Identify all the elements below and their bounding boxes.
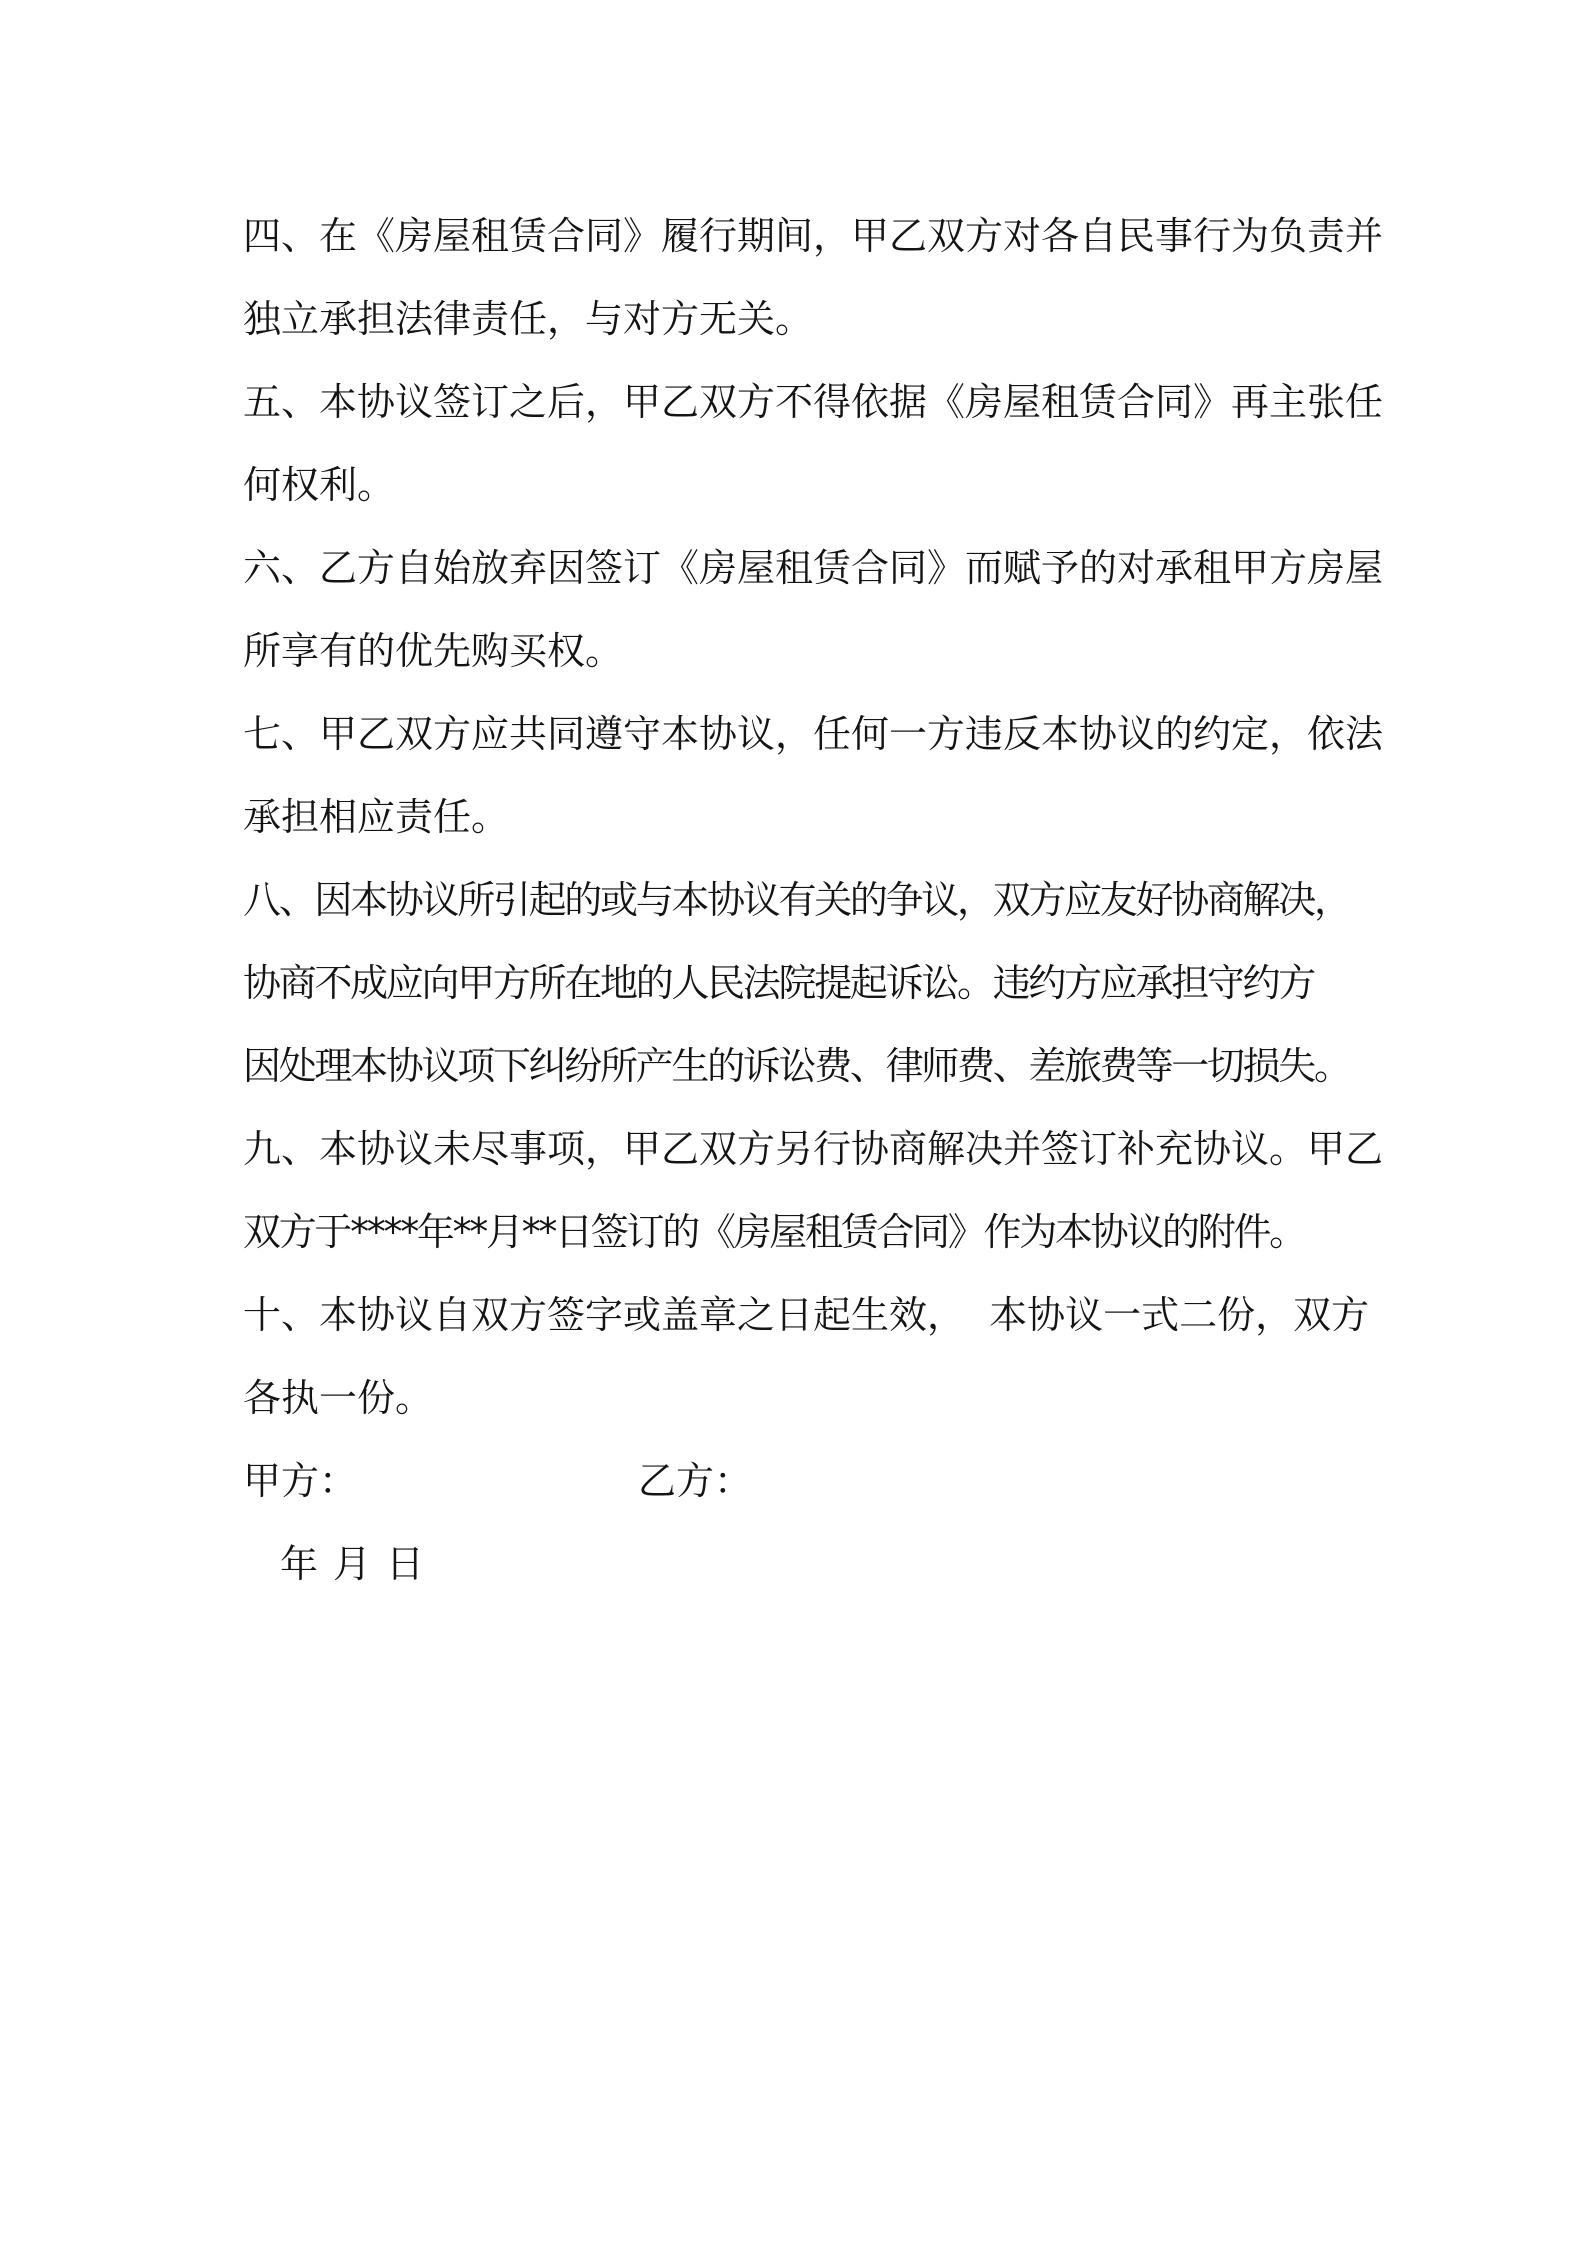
agreement-body <box>243 195 1384 1606</box>
clause-8-line-3: 因处理本协议项下纠纷所产生的诉讼费、律师费、差旅费等一切损失。 <box>243 1044 1350 1088</box>
clause-5-line-2: 何权利。 <box>243 463 396 507</box>
date-year-label: 年 <box>280 1542 319 1586</box>
clause-10-line-2: 各执一份。 <box>243 1376 434 1420</box>
signature-row <box>243 1440 1363 1523</box>
clause-4-line-2: 独立承担法律责任，与对方无关。 <box>243 297 814 341</box>
clause-8 <box>243 859 1363 1108</box>
clause-7-line-2: 承担相应责任。 <box>243 795 510 839</box>
clause-9-line-1: 九、本协议未尽事项，甲乙双方另行协商解决并签订补充协议。甲乙 <box>243 1127 1384 1171</box>
signing-date-row <box>243 1523 1363 1606</box>
clause-4-line-1: 四、在《房屋租赁合同》履行期间，甲乙双方对各自民事行为负责并 <box>243 214 1384 258</box>
date-month-label: 月 <box>333 1542 372 1586</box>
clause-10-line-1: 十、本协议自双方签字或盖章之日起生效， 本协议一式二份，双方 <box>243 1293 1370 1337</box>
clause-5-line-1: 五、本协议签订之后，甲乙双方不得依据《房屋租赁合同》再主张任 <box>243 380 1384 424</box>
party-a-signature-label: 甲方： <box>243 1459 358 1503</box>
clause-5 <box>243 361 1384 527</box>
clause-9 <box>243 1108 1384 1274</box>
clause-6 <box>243 527 1384 693</box>
clause-8-line-1: 八、因本协议所引起的或与本协议有关的争议，双方应友好协商解决， <box>243 878 1350 922</box>
clause-6-line-2: 所享有的优先购买权。 <box>243 629 624 673</box>
party-b-signature-label: 乙方： <box>638 1459 753 1503</box>
clause-10 <box>243 1274 1370 1440</box>
clause-4 <box>243 195 1384 361</box>
clause-8-line-2: 协商不成应向甲方所在地的人民法院提起诉讼。违约方应承担守约方 <box>243 961 1315 1005</box>
clause-7 <box>243 693 1384 859</box>
clause-6-line-1: 六、乙方自始放弃因签订《房屋租赁合同》而赋予的对承租甲方房屋 <box>243 546 1384 590</box>
date-day-label: 日 <box>386 1542 425 1586</box>
clause-9-line-2: 双方于****年**月**日签订的《房屋租赁合同》作为本协议的附件。 <box>243 1210 1305 1254</box>
clause-7-line-1: 七、甲乙双方应共同遵守本协议，任何一方违反本协议的约定，依法 <box>243 712 1384 756</box>
